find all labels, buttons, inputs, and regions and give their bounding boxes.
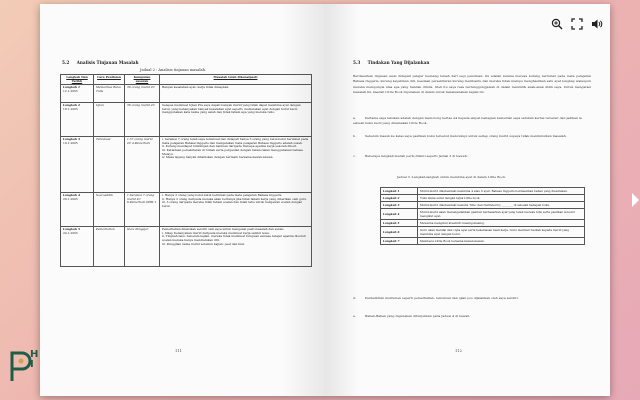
step-cell: Langkah 3 19.1.2005	[61, 137, 94, 193]
page-number: 111	[175, 349, 182, 353]
right-page	[325, 4, 610, 396]
page-number: 112	[455, 349, 462, 353]
step-cell: Langkah 2 18.1.2005	[61, 103, 94, 137]
list-item: b. Sebelum masuk ke kelas saya pastikan buku tersebut mencukupi untuk setiap orang murid supaya tidak menimbulkan masalah.	[353, 134, 567, 138]
method-cell: Pemerhatian	[94, 227, 125, 267]
intro-paragraph: Berdasarkan tinjauan awal didapati pelajar memang lemah dari segi penulisan. Ini adalah kerana mereka kurang berminat pada mata pelajaran Bahasa Inggeris, kurang keyakinan diri, keadaan persekitaran kurang membantu dan mereka tidak mampu menghasilkan satu ayat lengkap walaupun mereka mempunyai idea apa yang hendak ditulis. Oleh itu saya rasa bertanggungjawab di dalam mendidik anak-anak didik saya. Untuk mengatasi masalah ini, kaedah Little Book digunakan di dalam untuk melaksanakan kajian ini:	[353, 74, 591, 95]
method-cell: Soal selidik	[94, 193, 125, 227]
problem-cell: Selepas membuat Ujian Pra saya dapati banyak murid yang tidak dapat membina ayat dengan betul, yang kebanyakan banyak kesalahan ayat seperti, memulakan ayat dengan huruf kecil, menggunakan kata nama yang salah dan tidak faham apa yang mereka tulis.	[160, 103, 312, 137]
target-cell: 1.Seramai 7 orang murid 2C 6.Pemerhati 2PPK 1	[125, 193, 160, 227]
section-heading	[62, 60, 139, 65]
table-row	[61, 193, 312, 227]
steps-table	[380, 187, 585, 245]
speaker-icon[interactable]	[590, 17, 604, 31]
method-cell: Memeriksa Buku Tulis	[94, 85, 125, 103]
table-row	[61, 137, 312, 193]
table-row: Langkah 7 Membaca Little Book bersama kawan-kawan.	[381, 238, 585, 245]
table-caption: Jadual 2 : Analisis tinjauan masalah.	[140, 68, 207, 72]
section-number: 5.3	[353, 60, 361, 65]
table-row: Langkah 5 Mewarna mengikut kreativiti masing-masing.	[381, 220, 585, 227]
list-item: d. Pentadbiran instrumen seperti pemerhatian, temubual dan ujian pos dijalankan oleh saya sendiri.	[353, 296, 519, 300]
section-number: 5.2	[62, 60, 70, 65]
book-spread	[40, 4, 610, 396]
step-cell: Langkah 4 20.1.2005	[61, 193, 94, 227]
list-item: c. Beberapa langkah mudah perlu diikuti seperti Jadual 3 di bawah:	[353, 154, 468, 158]
analysis-table	[60, 74, 312, 267]
table-row: Langkah 4 Murid-murid akan menengadahkan gambar berdasarkan ayat yang telah mereka tulis serta pastikan ia betul mengikut ayat.	[381, 209, 585, 220]
step-cell: Langkah 5 24.1.2005	[61, 227, 94, 267]
table-row: Langkah 1 Murid-murid dikehendaki membina 4 atau 6 ayat. Bahasa Inggeris berdasarkan bahan yang disediakan.	[381, 188, 585, 195]
table-header: Kumpulan sasaran	[125, 75, 160, 85]
brand-logo-text: H I	[30, 349, 39, 370]
table-header-row	[61, 75, 312, 85]
table-row: Langkah 6 Guru akan menilai dan cipta ayat serta kekemasan hasil kerja. Guru memberi hadiah kepada murid yang membina ayat dengan betul.	[381, 227, 585, 238]
table-row: Langkah 2 Tulis muka surat dengan tajuk Little book.	[381, 195, 585, 202]
fullscreen-icon[interactable]	[570, 17, 584, 31]
table-row	[61, 103, 312, 137]
table-header: Cara Penilaian	[94, 75, 125, 85]
method-cell: Temubual	[94, 137, 125, 193]
table-row	[61, 85, 312, 103]
section-heading	[353, 60, 429, 65]
target-cell: 1.37 orang murid 2C 4.Pemerhati	[125, 137, 160, 193]
list-item: e. Bahan-Bahan yang digunakan ditunjukkan pada Jadual 4 di bawah.	[353, 314, 471, 318]
list-item: a. Pertama saya lakukan adalah dengan memotong kertas A4 kepada empat bahagian kemudian saya satukan kertas tersebut dan jadikan ia sebuah buku kecil yang dinamakan Little Book.	[353, 116, 582, 126]
zoom-in-icon[interactable]	[550, 17, 564, 31]
table-header: Masalah telah dikenalpasti	[160, 75, 312, 85]
problem-cell: Pemerhatian dilakukan sendiri oleh saya untuk mengenal pasti masalah dan sebab. i. Sikap Kebanyakan murid daripada mereka membuat kerja sambil lewa. ii. Tingkah laku: Sebelum kajian, mereka tidak membuat tumpuan semasa belajar apabila disuruh soalan mereka hanya mendiamkan diri. iii. Penggilan nama murid sebelum kajian: peef dan hiat.	[160, 227, 312, 267]
left-page	[40, 4, 325, 396]
problem-cell: Banyak kesalahan ayat, kerja tidak disiapkan.	[160, 85, 312, 103]
target-cell: 36 orang murid 2C	[125, 85, 160, 103]
table-row: Langkah 3 Murid-murid dikehendaki menulis 'title' dan Narrated by ________ di sebelah hadapan buku.	[381, 202, 585, 209]
viewer-toolbar	[550, 17, 604, 31]
section-title: Analisis Tinjauan Masalah	[76, 60, 139, 65]
target-cell: Guru Pengajar	[125, 227, 160, 267]
table-caption: Jadual 3 :Langkah-langkah untuk membina ayat di dalam Little Book.	[397, 175, 506, 179]
table-row	[61, 227, 312, 267]
target-cell: 36 orang murid 2C	[125, 103, 160, 137]
section-title: Tindakan Yang Dijalankan	[367, 60, 430, 65]
problem-cell: i. Hanya 3 orang yang betul-betul berminat pada mata pelajaran Bahasa Inggeris. ii. Hanya 2 orang daripada mereka akan bertanya jika tidak faham kerja yang diberikan oleh guru. iii. 3 orang daripada mereka tidak faham soalan dan tidak tahu untuk menjawab soalan dengan betul.	[160, 193, 312, 227]
problem-cell: i. Seramai 7 orang telah saya temubual dan didapati hanya 3 orang yang betul-betul berminat pada mata pelajaran Bahasa Inggeris dan mengatakan mata pelajaran Bahasa Inggeris adalah susah. ii. Kurang mendapat bimbingan dan bantuan daripada ibubapa apabila kerja sekolah diberi. iii. Ketiadaan persekitaran di rumah serta pergaulan dengan rakan-rakan menggunakan bahasa Melayu. iv. Masa lapang banyak dihabiskan dengan bermain bersama kawan-kawan.	[160, 137, 312, 193]
method-cell: Ujian	[94, 103, 125, 137]
next-page-arrow[interactable]	[632, 193, 639, 207]
step-cell: Langkah 1 12.1.2005	[61, 85, 94, 103]
table-header: Langkah Dan Tarikh	[61, 75, 94, 85]
